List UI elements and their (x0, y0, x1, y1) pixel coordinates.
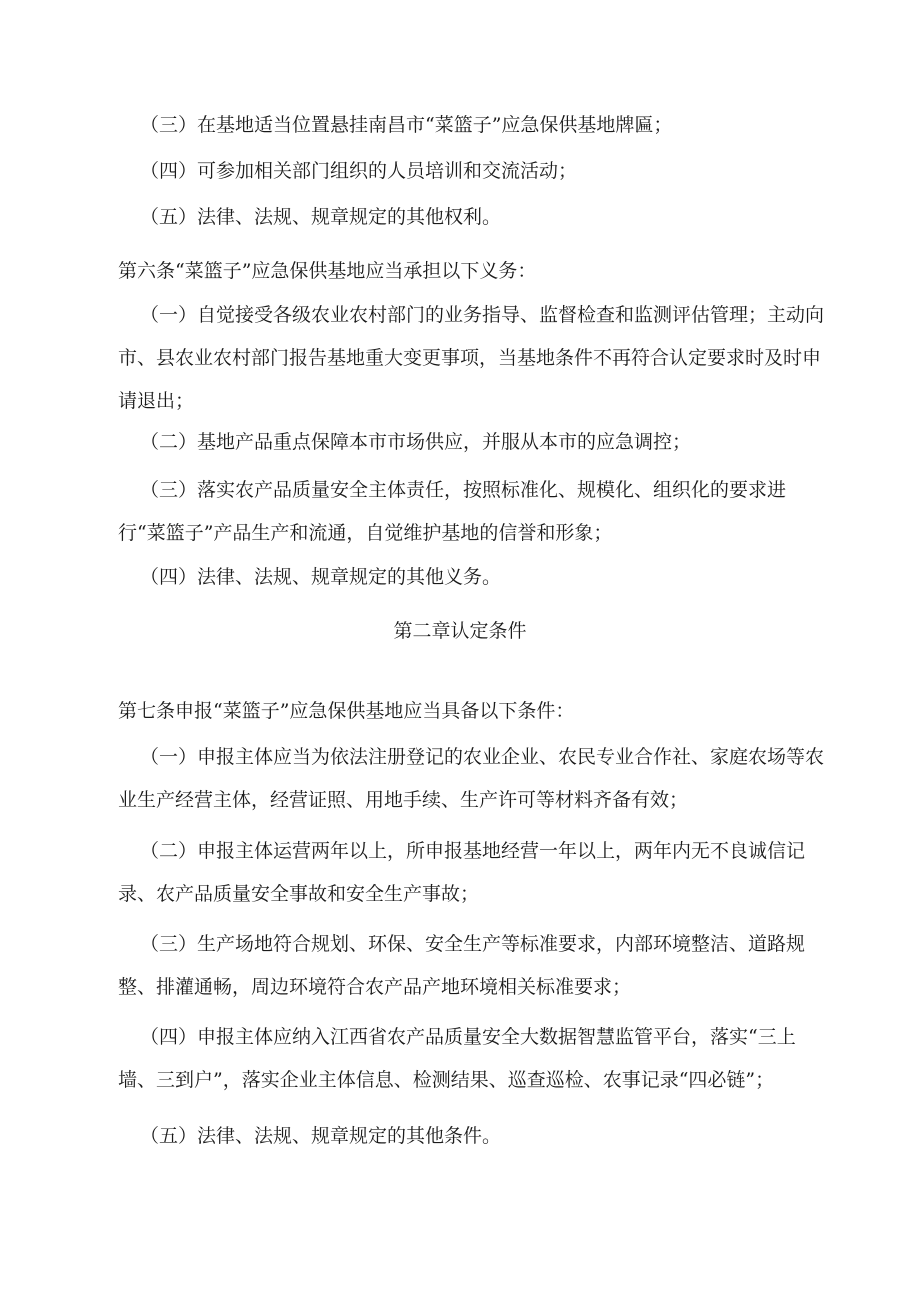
article-7-item-4: （四）申报主体应纳入江西省农产品质量安全大数据智慧监管平台，落实“三上墙、三到户”，落实企业主体信息、检测结果、巡查巡检、农事记录“四必链”； (118, 1026, 796, 1091)
article-7-item-1: （一）申报主体应当为依法注册登记的农业企业、农民专业合作社、家庭农场等农业生产经营主体，经营证照、用地手续、生产许可等材料齐备有效； (118, 746, 825, 811)
article-7-item-2: （二）申报主体运营两年以上，所申报基地经营一年以上，两年内无不良诚信记录、农产品质量安全事故和安全生产事故； (118, 840, 806, 905)
article-6-item-1: （一）自觉接受各级农业农村部门的业务指导、监督检查和监测评估管理；主动向市、县农业农村部门报告基地重大变更事项，当基地条件不再符合认定要求时及时申请退出； (118, 304, 825, 412)
rights-item-5: （五）法律、法规、规章规定的其他权利。 (140, 206, 502, 228)
article-7-title: 第七条申报“菜篮子”应急保供基地应当具备以下条件： (118, 700, 575, 722)
article-6-item-3: （三）落实农产品质量安全主体责任，按照标准化、规模化、组织化的要求进行“菜篮子”产品生产和流通，自觉维护基地的信誉和形象； (118, 479, 787, 544)
article-6-item-2: （二）基地产品重点保障本市市场供应，并服从本市的应急调控； (140, 431, 692, 453)
article-6-item-4: （四）法律、法规、规章规定的其他义务。 (140, 566, 502, 588)
chapter-2-heading: 第二章认定条件 (393, 620, 527, 642)
rights-item-4: （四）可参加相关部门组织的人员培训和交流活动； (140, 160, 578, 182)
rights-item-3: （三）在基地适当位置悬挂南昌市“菜篮子”应急保供基地牌匾； (140, 114, 673, 136)
article-7-item-3: （三）生产场地符合规划、环保、安全生产等标准要求，内部环境整洁、道路规整、排灌通畅，周边环境符合农产品产地环境相关标准要求； (118, 933, 806, 998)
article-7-item-5: （五）法律、法规、规章规定的其他条件。 (140, 1125, 502, 1147)
article-6-title: 第六条“菜篮子”应急保供基地应当承担以下义务： (118, 260, 537, 282)
